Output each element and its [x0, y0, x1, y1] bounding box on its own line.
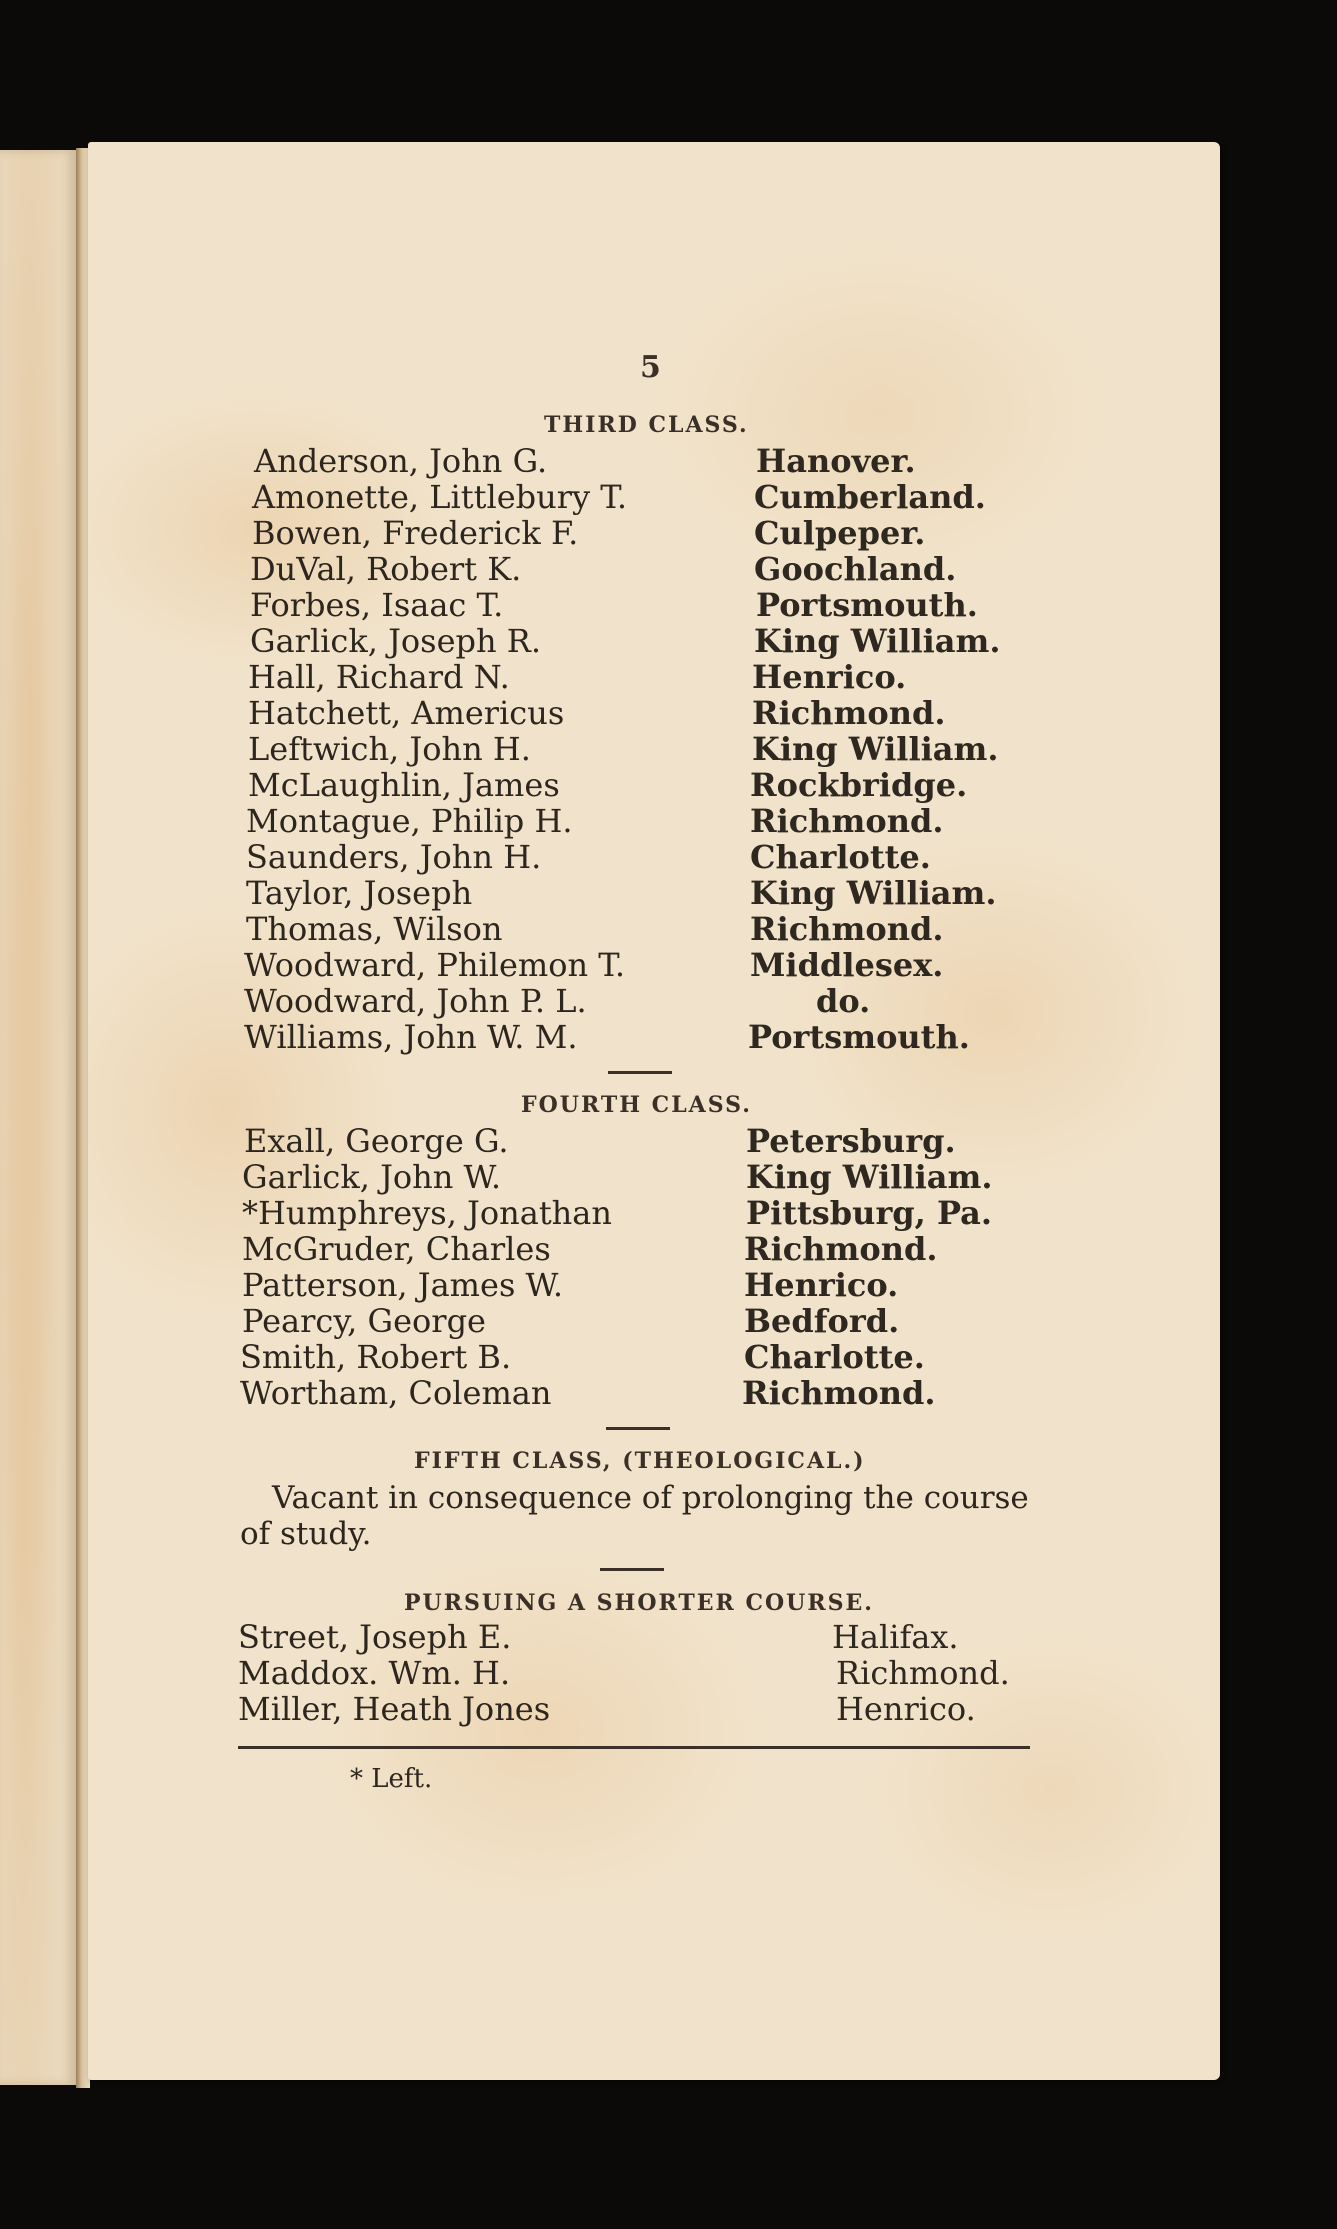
student-county: Henrico. [836, 1690, 976, 1728]
student-name: Woodward, Philemon T. [244, 946, 626, 984]
student-county: Charlotte. [744, 1338, 925, 1376]
fifth-class-note-line1: Vacant in consequence of prolonging the course [272, 1480, 1029, 1516]
table-row [88, 442, 1220, 478]
table-row [88, 946, 1220, 982]
table-row [88, 1194, 1220, 1230]
student-name: McLaughlin, James [248, 766, 560, 804]
student-county: Richmond. [742, 1374, 936, 1412]
student-name: Thomas, Wilson [246, 910, 503, 948]
student-county: Portsmouth. [756, 586, 978, 624]
student-county: Culpeper. [754, 514, 926, 552]
student-name: Williams, John W. M. [244, 1018, 578, 1056]
footnote-rule [238, 1746, 1030, 1749]
student-county: Goochland. [754, 550, 957, 588]
student-name: Leftwich, John H. [248, 730, 531, 768]
student-name: Wortham, Coleman [240, 1374, 552, 1412]
table-row [88, 1618, 1220, 1654]
table-row [88, 478, 1220, 514]
student-county: King William. [752, 730, 999, 768]
student-name: DuVal, Robert K. [250, 550, 522, 588]
student-name: Patterson, James W. [242, 1266, 564, 1304]
table-row [88, 694, 1220, 730]
student-name: Street, Joseph E. [238, 1618, 512, 1656]
student-name: Exall, George G. [244, 1122, 509, 1160]
student-county: King William. [750, 874, 997, 912]
student-county: King William. [746, 1158, 993, 1196]
student-county: Pittsburg, Pa. [746, 1194, 993, 1232]
table-row [88, 1338, 1220, 1374]
section-divider [606, 1427, 670, 1430]
table-row [88, 1018, 1220, 1054]
table-row [88, 514, 1220, 550]
table-row [88, 586, 1220, 622]
section-divider [608, 1071, 672, 1074]
student-name: Garlick, John W. [242, 1158, 502, 1196]
student-name: Pearcy, George [242, 1302, 486, 1340]
fourth-class-heading: FOURTH CLASS. [521, 1092, 752, 1118]
fifth-class-note-line2: of study. [240, 1516, 372, 1552]
student-county: Charlotte. [750, 838, 931, 876]
student-county: Richmond. [836, 1654, 1010, 1692]
student-name: Forbes, Isaac T. [250, 586, 504, 624]
student-county: do. [816, 982, 871, 1020]
table-row [88, 1266, 1220, 1302]
page-number: 5 [640, 350, 661, 385]
table-row [88, 766, 1220, 802]
student-name: Amonette, Littlebury T. [252, 478, 628, 516]
table-row [88, 1302, 1220, 1338]
table-row [88, 622, 1220, 658]
student-county: Petersburg. [746, 1122, 956, 1160]
student-county: Cumberland. [754, 478, 986, 516]
table-row [88, 910, 1220, 946]
student-name: Saunders, John H. [246, 838, 542, 876]
table-row [88, 1122, 1220, 1158]
student-county: Middlesex. [750, 946, 944, 984]
student-county: Rockbridge. [750, 766, 968, 804]
table-row [88, 874, 1220, 910]
student-county: Richmond. [750, 910, 944, 948]
table-row [88, 730, 1220, 766]
student-county: Henrico. [744, 1266, 899, 1304]
student-county: Richmond. [744, 1230, 938, 1268]
table-row [88, 802, 1220, 838]
table-row [88, 982, 1220, 1018]
student-county: Bedford. [744, 1302, 900, 1340]
shorter-course-heading: PURSUING A SHORTER COURSE. [404, 1590, 874, 1616]
student-name: Hall, Richard N. [248, 658, 510, 696]
third-class-heading: THIRD CLASS. [544, 412, 749, 438]
student-county: Portsmouth. [748, 1018, 970, 1056]
student-name: Miller, Heath Jones [238, 1690, 551, 1728]
student-county: Hanover. [756, 442, 916, 480]
student-name: Hatchett, Americus [248, 694, 565, 732]
fifth-class-heading: FIFTH CLASS, (THEOLOGICAL.) [414, 1448, 866, 1474]
table-row [88, 550, 1220, 586]
student-name: Anderson, John G. [254, 442, 548, 480]
section-divider [600, 1568, 664, 1571]
student-name: Bowen, Frederick F. [252, 514, 579, 552]
student-name: *Humphreys, Jonathan [242, 1194, 612, 1232]
left-page-edge [0, 150, 78, 2085]
student-county: Richmond. [750, 802, 944, 840]
student-county: King William. [754, 622, 1001, 660]
student-name: Montague, Philip H. [246, 802, 573, 840]
student-name: Taylor, Joseph [246, 874, 473, 912]
table-row [88, 838, 1220, 874]
page [88, 142, 1220, 2080]
student-county: Halifax. [832, 1618, 959, 1656]
footnote: * Left. [350, 1764, 433, 1794]
student-name: Maddox. Wm. H. [238, 1654, 511, 1692]
table-row [88, 1158, 1220, 1194]
student-name: Smith, Robert B. [240, 1338, 512, 1376]
student-county: Henrico. [752, 658, 907, 696]
student-name: Woodward, John P. L. [244, 982, 587, 1020]
table-row [88, 1230, 1220, 1266]
student-name: Garlick, Joseph R. [250, 622, 542, 660]
student-county: Richmond. [752, 694, 946, 732]
student-name: McGruder, Charles [242, 1230, 551, 1268]
table-row [88, 1654, 1220, 1690]
table-row [88, 1690, 1220, 1726]
table-row [88, 658, 1220, 694]
table-row [88, 1374, 1220, 1410]
